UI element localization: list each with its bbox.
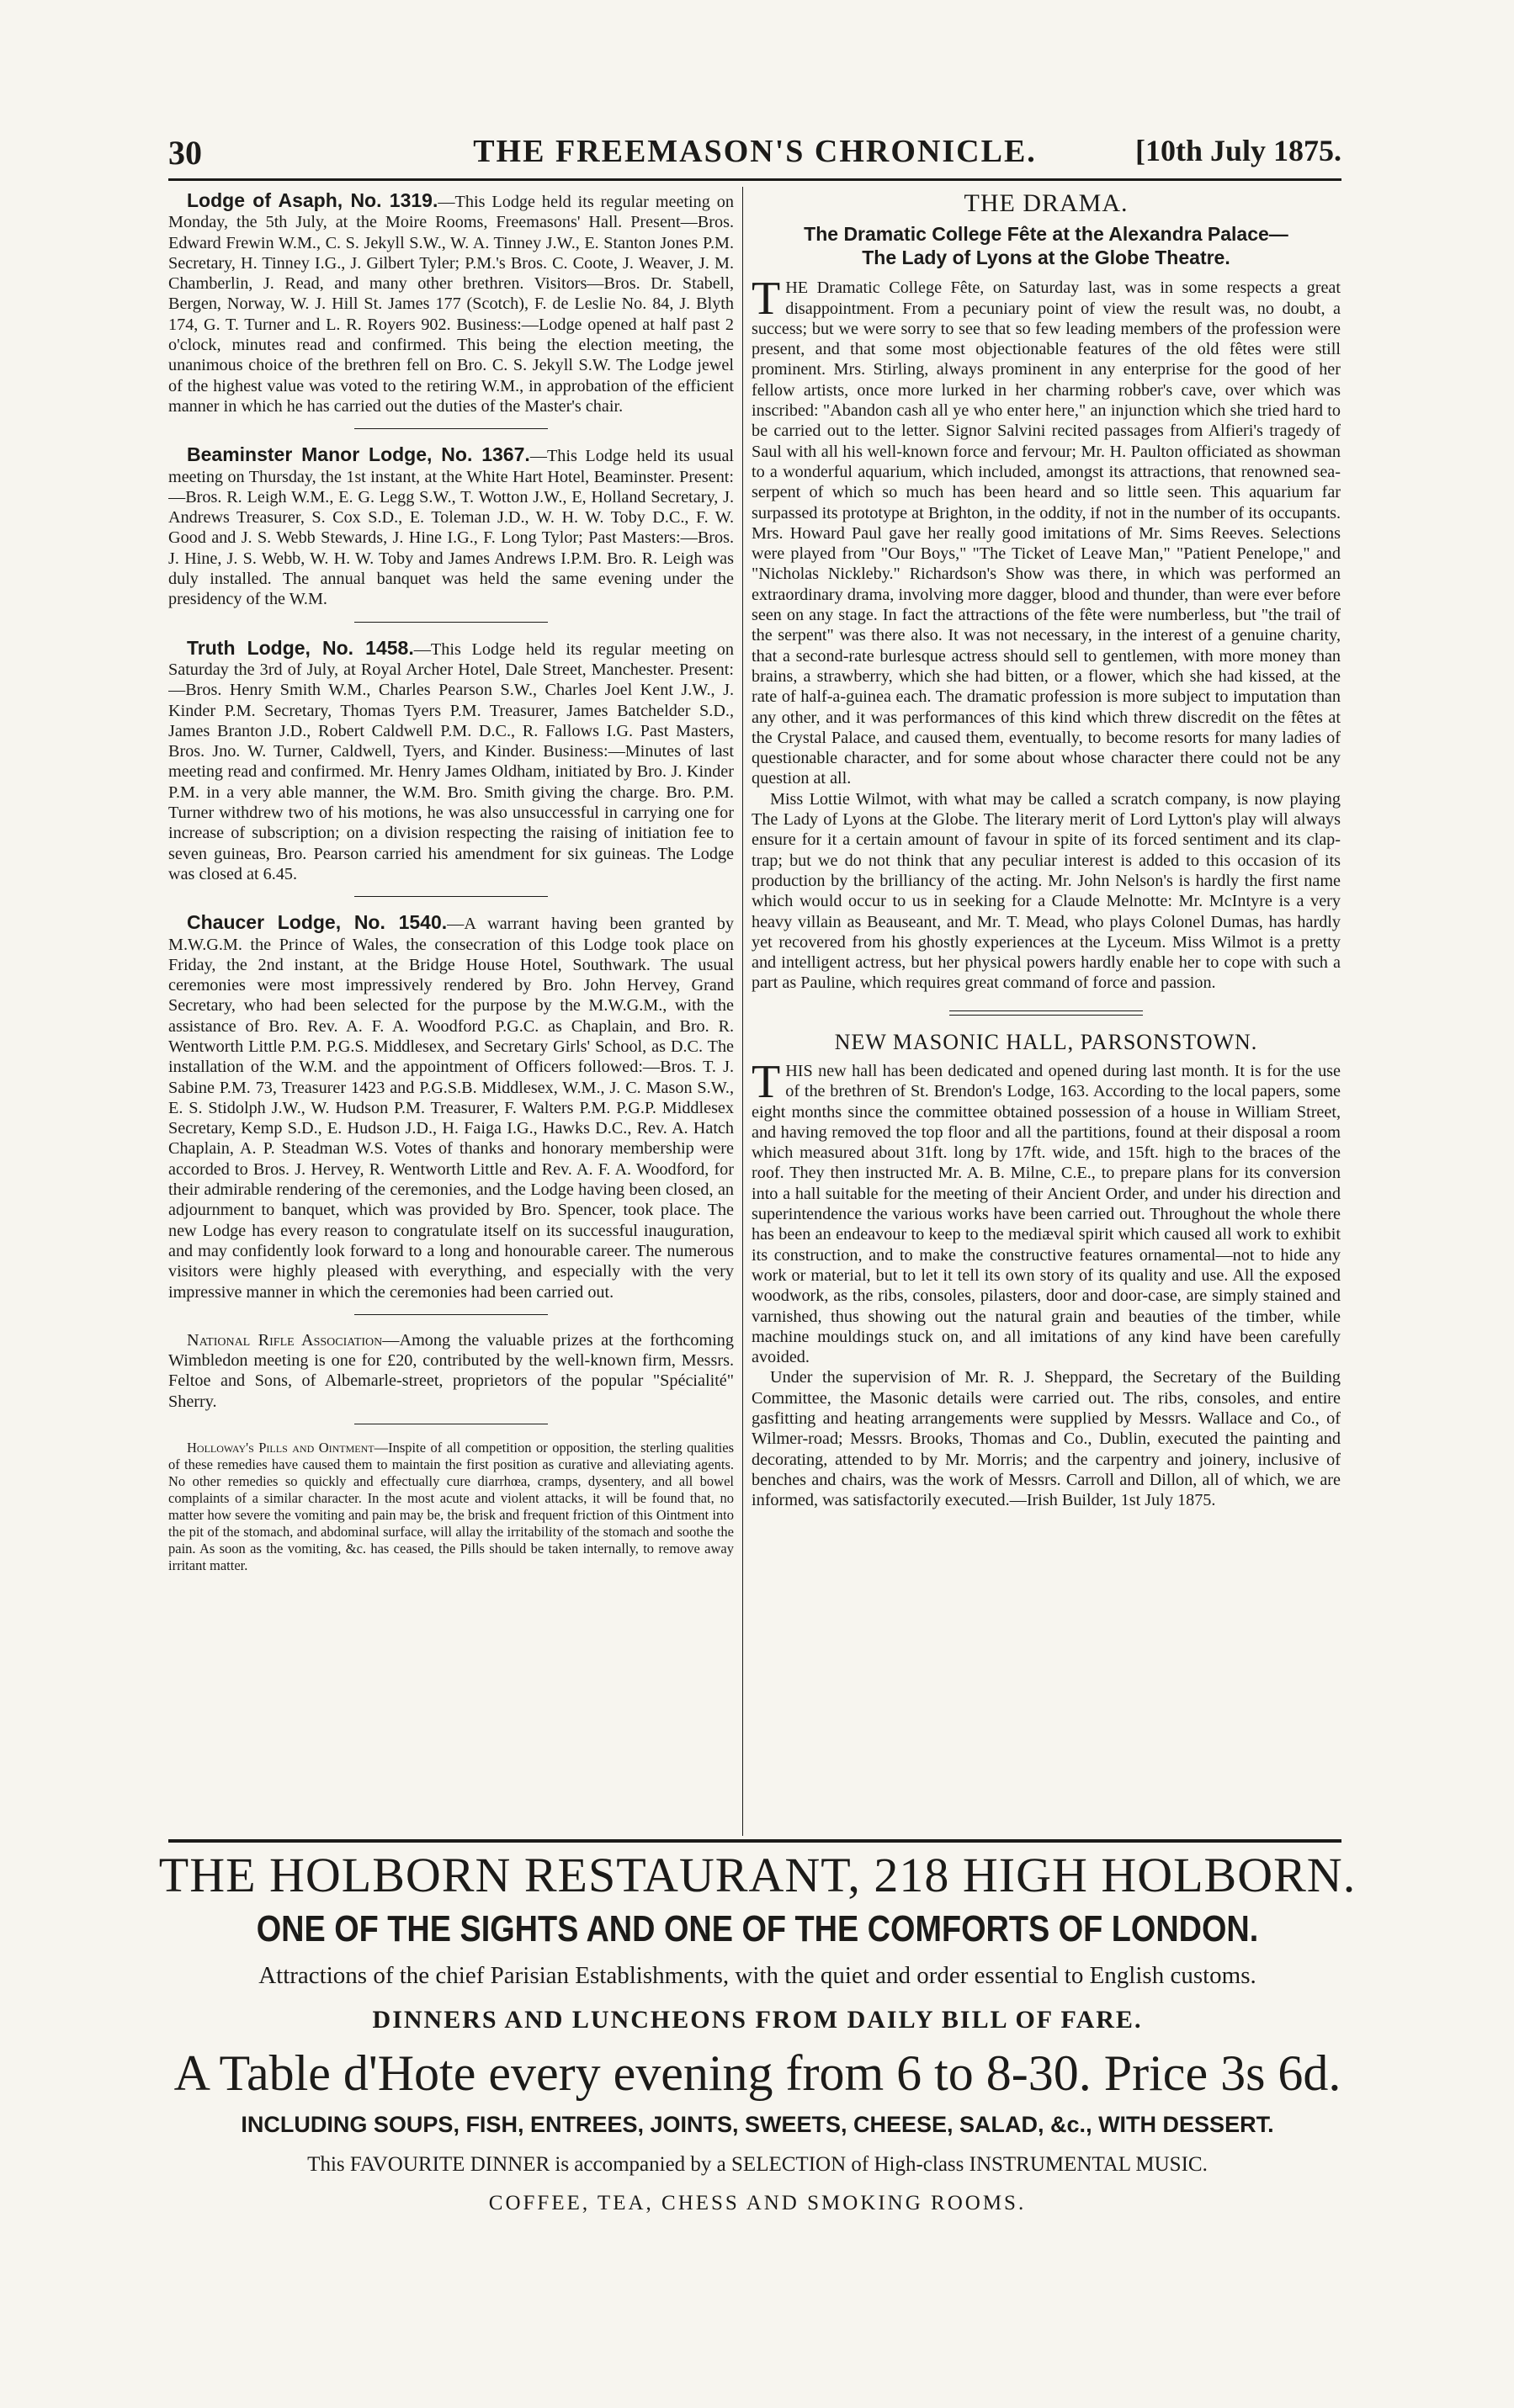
advert-line-8: COFFEE, TEA, CHESS AND SMOKING ROOMS. xyxy=(488,2192,1027,2214)
article-body: —Inspite of all competition or opposition, the sterling qualities of these remedies have caused them to maintain the first position as curative and alleviating agents. No other remedies so quickly and effectually cure diarrhœa, cramps, dysentery, and all bowel complaints of a similar character. In the most acute and violent attacks, it will be found that, no matter how severe the vomiting and pain may be, the brisk and frequent friction of this Ointment into the pit of the stomach, and abdominal surface, will allay the irritability of the stomach and soothe the pain. As soon as the vomiting, &c. has ceased, the Pills should be taken internally, to remove away irritant matter. xyxy=(168,1440,734,1574)
article-heading: Truth Lodge, No. 1458. xyxy=(187,636,414,659)
hall-paragraph-1 xyxy=(752,1055,1341,1367)
article-heading: Lodge of Asaph, No. 1319. xyxy=(187,190,438,211)
advert-line-4: DINNERS AND LUNCHEONS FROM DAILY BILL OF FARE. xyxy=(372,2006,1143,2034)
article-heading: Beaminster Manor Lodge, No. 1367. xyxy=(187,443,530,466)
drama-subtitle xyxy=(752,222,1341,269)
article-heading: Holloway's Pills and Ointment xyxy=(187,1440,375,1456)
left-column xyxy=(168,190,734,1833)
article-holloway xyxy=(168,1440,734,1574)
drama-subtitle-line-1: The Dramatic College Fête at the Alexandra Palace— xyxy=(804,223,1288,246)
section-rule xyxy=(354,1314,548,1315)
hall-body-1: HIS new hall has been dedicated and opened during last month. It is for the use of the brethren of St. Brendon's Lodge, 163. According to the local papers, some eight months since the committee obtained possession of a house in William Street, and having removed the top floor and all the partitions, found at their disposal a room which measured about 31ft. long by 17ft. wide, and 15ft. high to the braces of the roof. They then instructed Mr. A. B. Milne, C.E., to prepare plans for its conversion into a hall suitable for the meeting of their Ancient Order, and under his direction and superintendence the various works have been carried out. Throughout the whole there has been an endeavour to keep to the mediæval spirit which caused all work to exhibit its construction, and to make the constructive features ornamental—not to hide any work or material, but to let it tell its own story of its quality and use. All the exposed woodwork, as the ribs, consoles, pilasters, door and door-case, are simply stained and varnished, thus showing out the natural grain and beauties of the timber, while machine mouldings stuck on, and all imitations of any kind have been carefully avoided. xyxy=(752,1061,1341,1367)
article-body: —This Lodge held its usual meeting on Thursday, the 1st instant, at the White Hart Hotel, Beaminster. Present:—Bros. R. Leigh W.M., E. G. Legg S.W., T. Wotton J.W., E, Holland Secretary, J. Andrews Treasurer, S. Cox S.D., E. Toleman J.D., W. H. W. Toby D.C., F. W. Good and J. S. Webb Stewards, J. Hine I.G., F. Long Tylor; Past Masters:—Bros. J. Hine, J. S. Webb, W. H. W. Toby and James Andrews I.P.M. Bro. R. Leigh was duly installed. The annual banquet was held the same evening under the presidency of the W.M. xyxy=(168,447,734,609)
advert-line-7: This FAVOURITE DINNER is accompanied by a SELECTION of High-class INSTRUMENTAL MUSIC. xyxy=(307,2153,1208,2176)
article-asaph xyxy=(168,190,734,416)
advert-line-3: Attractions of the chief Parisian Establishments, with the quiet and order essential to English customs. xyxy=(258,1962,1256,1989)
article-body: —A warrant having been granted by M.W.G.M. the Prince of Wales, the consecration of this Lodge took place on Friday, the 2nd instant, at the Bridge House Hotel, Southwark. The usual ceremonies were most impressively rendered by Bro. John Hervey, Grand Secretary, who had been selected for the purpose by the M.W.G.M., with the assistance of Bro. Rev. A. F. A. Woodford P.G.C. as Chaplain, and Bro. R. Wentworth Little P.M. P.G.S. Middlesex, and Secretary Girls' School, as D.C. The installation of the W.M. and the appointment of Officers followed:—Bros. T. J. Sabine P.M. 73, Treasurer 1423 and P.G.S.B. Middlesex, W.M., J. C. Mason S.W., E. S. Stidolph J.W., W. Hudson P.M. Treasurer, F. Walters P.M. P.G.P. Middlesex Secretary, Kemp S.D., E. Hudson J.D., H. Faiga I.G., Hawks D.C., Rev. A. Hatch Chaplain, A. P. Steadman W.S. Votes of thanks and honorary membership were accorded to Bros. J. Hervey, R. Wentworth Little and Rev. A. F. A. Woodford, for their admirable rendering of the ceremonies, and the Lodge having been closed, an adjournment to banquet, which was provided by Bro. Spencer, took place. The new Lodge has every reason to congratulate itself on its successful inauguration, and may confidently look forward to a long and honourable career. The numerous visitors were highly pleased with everything, and especially with the very impressive manner in which the ceremonies had been carried out. xyxy=(168,915,734,1302)
section-rule xyxy=(354,622,548,623)
advert-line-1: THE HOLBORN RESTAURANT, 218 HIGH HOLBORN. xyxy=(158,1848,1357,1902)
drama-subtitle-line-2: The Lady of Lyons at the Globe Theatre. xyxy=(862,247,1230,269)
publication-title: THE FREEMASON'S CHRONICLE. xyxy=(473,134,1037,169)
article-heading: National Rifle Association xyxy=(187,1330,383,1350)
article-body: —Among the valuable prizes at the forthcoming Wimbledon meeting is one for £20, contributed by the well-known firm, Messrs. Feltoe and Sons, of Albemarle-street, proprietors of the popular "Spécialité" Sherry. xyxy=(168,1330,734,1411)
page-header xyxy=(168,133,1341,178)
hall-paragraph-2: Under the supervision of Mr. R. J. Sheppard, the Secretary of the Building Committee, the Masonic details were carried out. The ribs, consoles, and entire gasfitting and heating arrangements were supplied by Messrs. Wallace and Co., of Wilmer-road; Messrs. Brooks, Thomas and Co., Dublin, executed the painting and decorating, attended to by Mr. Morris; and the carpentry and joinery, inclusive of benches and chairs, was the work of Messrs. Carroll and Dillon, all of which, we are informed, was satisfactorily executed.—Irish Builder, 1st July 1875. xyxy=(752,1368,1341,1510)
holborn-restaurant-advert xyxy=(147,1846,1368,2223)
drama-paragraph-2: Miss Lottie Wilmot, with what may be called a scratch company, is now playing The Lady of Lyons at the Globe. The literary merit of Lord Lytton's play will always ensure for it a certain amount of favour in spite of its forced sentiment and its clap-trap; but we do not think that any peculiar interest is added to this occasion of its production by the brilliancy of the acting. Mr. John Nelson's is hardly the first name which would occur to us in seeking for a Claude Melnotte: Mr. McIntyre is a very heavy villain as Beauseant, and Mr. T. Mead, who plays Colonel Dumas, has hardly yet recovered from his ghostly experiences at the Lyceum. Miss Wilmot is a pretty and intelligent actress, but her physical powers hardly enable her to cope with such a part as Pauline, which requires great command of force and passion. xyxy=(752,789,1341,993)
article-truth xyxy=(168,638,734,885)
page-number: 30 xyxy=(168,134,202,172)
advert-line-5: A Table d'Hote every evening from 6 to 8-30. Price 3s 6d. xyxy=(173,2045,1341,2101)
article-body: —This Lodge held its regular meeting on Saturday the 3rd of July, at Royal Archer Hotel, Dale Street, Manchester. Present:—Bros. Henry Smith W.M., Charles Pearson S.W., Charles Joel Kent J.W., J. Kinder P.M. Secretary, Thomas Tyers P.M. Treasurer, James Batchelder S.D., James Branton J.D., Robert Caldwell P.M. D.C., R. Fallows I.G. Past Masters, Bros. Jno. W. Turner, Caldwell, Tyers, and Kinder. Business:—Minutes of last meeting read and confirmed. Mr. Henry James Oldham, initiated by Bro. J. Kinder P.M. in a very able manner, the W.M. Bro. Smith giving the charge. Bro. P.M. Turner withdrew two of his motions, he was also unsuccessful in carrying one for increase of subscription; on a division respecting the raising of initiation fee to seven guineas, Bro. Pearson carried his amendment for six guineas. The Lodge was closed at 6.45. xyxy=(168,639,734,883)
article-heading: Chaucer Lodge, No. 1540. xyxy=(187,911,448,934)
column-divider xyxy=(742,187,743,1836)
advert-rule xyxy=(168,1839,1341,1843)
section-double-rule xyxy=(949,1010,1143,1016)
advert-line-6: INCLUDING SOUPS, FISH, ENTREES, JOINTS, SWEETS, CHEESE, SALAD, &c., WITH DESSERT. xyxy=(241,2112,1274,2137)
drop-cap: T xyxy=(752,273,781,326)
header-rule xyxy=(168,178,1341,181)
article-beaminster xyxy=(168,444,734,609)
drama-title: THE DRAMA. xyxy=(964,190,1129,217)
drama-body-1: HE Dramatic College Fête, on Saturday last, was in some respects a great disappointment. From a pecuniary point of view the result was, no doubt, a success; but we were sorry to see that so few leading members of the profession were present, and that some most objectionable features of the old fêtes were still prominent. Mrs. Stirling, always prominent in any enterprise for the good of her fellow artists, once more lurked in her charming robber's cave, over which was inscribed: "Abandon cash all ye who enter here," an injunction which she tried hard to be carried out to the letter. Signor Salvini recited passages from Alfieri's tragedy of Saul with all his well-known force and fervour; Mr. H. Paulton officiated as showman to a wonderful aquarium, which included, amongst its attractions, that renowned sea-serpent of which so much has been heard and so little seen. This aquarium far surpassed its prototype at Brighton, in the oddity, if not in the number of its occupants. Mrs. Howard Paul gave her really good imitations of Mr. Sims Reeves. Selections were played from "Our Boys," "The Ticket of Leave Man," "Patient Penelope," and "Nicholas Nickleby." Richardson's Show was there, in which was performed an extraordinary drama, involving more dagger, blood and thunder, than were ever before seen on any stage. In fact the attractions of the fête were numberless, but "the trail of the serpent" was there also. It was not necessary, in the interest of a genuine charity, that a second-rate burlesque actress should sell to gentlemen, with more money than brains, a strawberry, which she had bitten, or a flower, which she had kissed, at the rate of half-a-guinea each. The dramatic profession is more subject to imputation than any other, and it was performances of this kind which threw discredit on the fêtes at the Crystal Palace, and caused them, eventually, to become resorts for many ladies of questionable character, and for some about whose character there could not be any question at all. xyxy=(752,278,1341,788)
article-chaucer xyxy=(168,912,734,1302)
drama-paragraph-1 xyxy=(752,273,1341,788)
issue-date: [10th July 1875. xyxy=(1134,134,1341,167)
section-rule xyxy=(354,896,548,897)
drop-cap: T xyxy=(752,1055,781,1108)
article-rifle-association xyxy=(168,1330,734,1412)
advert-line-2: ONE OF THE SIGHTS AND ONE OF THE COMFORTS OF LONDON. xyxy=(256,1908,1259,1949)
section-rule xyxy=(354,428,548,429)
hall-title: NEW MASONIC HALL, PARSONSTOWN. xyxy=(834,1029,1258,1054)
article-body: —This Lodge held its regular meeting on Monday, the 5th July, at the Moire Rooms, Freemasons' Hall. Present—Bros. Edward Frewin W.M., C. S. Jekyll S.W., W. A. Tinney J.W., E. Stanton Jones P.M. Secretary, H. Tinney I.G., J. Gilbert Tyler; P.M.'s Bros. C. Coote, J. Weaver, J. M. Chamberlin, J. Read, and many other brethren. Visitors—Bros. Dr. Stabell, Bergen, Norway, W. J. Hill St. James 177 (Scotch), F. de Leslie No. 84, J. Blyth 174, G. T. Turner and L. R. Royers 902. Business:—Lodge opened at half past 2 o'clock, minutes read and confirmed. This being the election meeting, the unanimous choice of the brethren fell on Bro. C. S. Jekyll S.W. The Lodge jewel of the highest value was voted to the retiring W.M., in approbation of the efficient manner in which he has carried out the duties of the Master's chair. xyxy=(168,193,734,416)
right-column xyxy=(752,190,1341,1833)
